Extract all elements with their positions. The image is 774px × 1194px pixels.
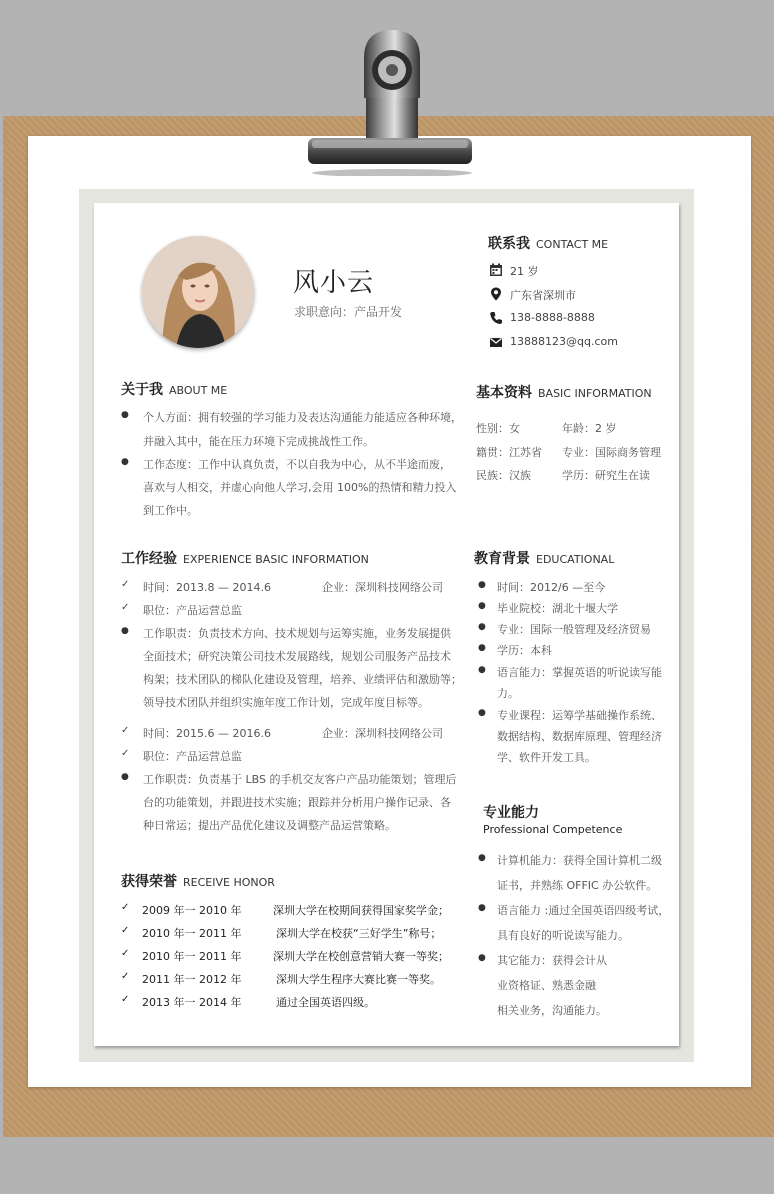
job-duty-line: 种日常运；提出产品优化建议及调整产品运营策略。 <box>143 819 396 832</box>
education-line: 时间：2012/6 —至今 <box>497 581 606 594</box>
about-line: 个人方面：拥有较强的学习能力及表达沟通能力能适应各种环境， <box>143 411 462 424</box>
bullet-icon: ● <box>478 708 486 718</box>
bullet-icon: ● <box>121 457 129 467</box>
honor-period: 2010 年一 2011 年 <box>142 950 242 963</box>
check-icon: ✓ <box>121 725 130 736</box>
about-line: 喜欢与人相交，并虚心向他人学习,会用 100%的热情和精力投入 <box>143 481 457 494</box>
experience-heading: 工作经验 EXPERIENCE BASIC INFORMATION <box>121 551 369 567</box>
honor-award: 深圳大学生程序大赛比赛一等奖。 <box>276 973 441 986</box>
skill-line: 证书，并熟练 OFFIC 办公软件。 <box>497 879 658 892</box>
bullet-icon: ● <box>121 772 129 782</box>
contact-age: 21 岁 <box>510 265 539 278</box>
about-line: 工作态度：工作中认真负责，不以自我为中心，从不半途而废， <box>143 458 451 471</box>
contact-email[interactable]: 13888123@qq.com <box>510 335 618 348</box>
job-duty-line: 领导技术团队并组织实施年度工作计划，完成年度目标等。 <box>143 696 429 709</box>
education-line: 语言能力：掌握英语的听说读写能 <box>497 666 662 679</box>
job-time: 时间：2015.6 — 2016.6 <box>143 727 271 740</box>
basic-heading: 基本资料 BASIC INFORMATION <box>476 385 652 401</box>
honor-period: 2011 年一 2012 年 <box>142 973 242 986</box>
bullet-icon: ● <box>478 622 486 632</box>
education-line: 专业课程：运筹学基础操作系统、 <box>497 709 662 722</box>
bullet-icon: ● <box>478 665 486 675</box>
mail-icon <box>489 335 503 349</box>
check-icon: ✓ <box>121 602 130 613</box>
bullet-icon: ● <box>478 853 486 863</box>
basic-gender: 性别：女 <box>476 422 520 435</box>
bullet-icon: ● <box>478 643 486 653</box>
honor-award: 通过全国英语四级。 <box>276 996 375 1009</box>
skill-line: 语言能力 :通过全国英语四级考试， <box>497 904 670 917</box>
bullet-icon: ● <box>478 601 486 611</box>
job-time: 时间：2013.8 — 2014.6 <box>143 581 271 594</box>
basic-age: 年龄：2 岁 <box>562 422 617 435</box>
skill-line: 具有良好的听说读写能力。 <box>497 929 629 942</box>
contact-heading: 联系我 CONTACT ME <box>488 236 609 252</box>
honor-period: 2009 年一 2010 年 <box>142 904 242 917</box>
calendar-icon <box>489 263 503 277</box>
bullet-icon: ● <box>121 626 129 636</box>
honors-heading: 获得荣誉 RECEIVE HONOR <box>121 874 275 890</box>
binder-clip-icon <box>306 28 474 176</box>
bullet-icon: ● <box>478 953 486 963</box>
bullet-icon: ● <box>478 580 486 590</box>
education-line: 学、软件开发工具。 <box>497 751 596 764</box>
honor-award: 深圳大学在校期间获得国家奖学金； <box>273 904 449 917</box>
honor-period: 2010 年一 2011 年 <box>142 927 242 940</box>
check-icon: ✓ <box>121 748 130 759</box>
phone-icon <box>489 311 503 325</box>
skills-heading: 专业能力 <box>483 805 539 821</box>
education-line: 数据结构、数据库原理、管理经济 <box>497 730 662 743</box>
job-position: 职位：产品运营总监 <box>143 604 242 617</box>
education-line: 学历：本科 <box>497 644 552 657</box>
job-position: 职位：产品运营总监 <box>143 750 242 763</box>
skill-line: 相关业务，沟通能力。 <box>497 1004 607 1017</box>
education-heading: 教育背景 EDUCATIONAL <box>474 551 615 567</box>
job-company: 企业：深圳科技网络公司 <box>322 581 443 594</box>
skill-line: 计算机能力：获得全国计算机二级 <box>497 854 662 867</box>
check-icon: ✓ <box>121 925 130 936</box>
education-line: 毕业院校：湖北十堰大学 <box>497 602 618 615</box>
honor-period: 2013 年一 2014 年 <box>142 996 242 1009</box>
basic-ethnicity: 民族：汉族 <box>476 469 531 482</box>
check-icon: ✓ <box>121 902 130 913</box>
check-icon: ✓ <box>121 971 130 982</box>
about-line: 并融入其中，能在压力环境下完成挑战性工作。 <box>143 435 374 448</box>
basic-origin: 籍贯：江苏省 <box>476 446 542 459</box>
candidate-name: 风小云 <box>293 268 375 298</box>
education-line: 力。 <box>497 687 519 700</box>
job-duty-line: 工作职责：负责技术方向、技术规划与运筹实施，业务发展提供 <box>143 627 451 640</box>
job-duty-line: 台的功能策划，并跟进技术实施；跟踪并分析用户操作记录、各 <box>143 796 451 809</box>
basic-degree: 学历：研究生在读 <box>562 469 650 482</box>
skill-line: 其它能力：获得会计从 <box>497 954 607 967</box>
bullet-icon: ● <box>121 410 129 420</box>
contact-location: 广东省深圳市 <box>510 289 576 302</box>
honor-award: 深圳大学在校创意营销大赛一等奖； <box>273 950 449 963</box>
skills-subheading: Professional Competence <box>483 823 623 836</box>
education-line: 专业：国际一般管理及经济贸易 <box>497 623 651 636</box>
check-icon: ✓ <box>121 948 130 959</box>
job-duty-line: 全面技术；研究决策公司技术发展路线，规划公司服务产品技术 <box>143 650 451 663</box>
honor-award: 深圳大学在校获“三好学生”称号； <box>276 927 442 940</box>
job-duty-line: 构架；技术团队的梯队化建设及管理，培养、业绩评估和激励等； <box>143 673 462 686</box>
profile-photo <box>142 236 254 348</box>
about-line: 到工作中。 <box>143 504 198 517</box>
basic-major: 专业：国际商务管理 <box>562 446 661 459</box>
check-icon: ✓ <box>121 994 130 1005</box>
job-intent: 求职意向：产品开发 <box>294 305 403 319</box>
about-heading: 关于我 ABOUT ME <box>121 382 228 398</box>
location-pin-icon <box>489 287 503 301</box>
check-icon: ✓ <box>121 579 130 590</box>
job-company: 企业：深圳科技网络公司 <box>322 727 443 740</box>
skill-line: 业资格证、熟悉金融 <box>497 979 596 992</box>
job-duty-line: 工作职责：负责基于 LBS 的手机交友客户产品功能策划；管理后 <box>143 773 457 786</box>
bullet-icon: ● <box>478 903 486 913</box>
contact-phone: 138-8888-8888 <box>510 311 595 324</box>
